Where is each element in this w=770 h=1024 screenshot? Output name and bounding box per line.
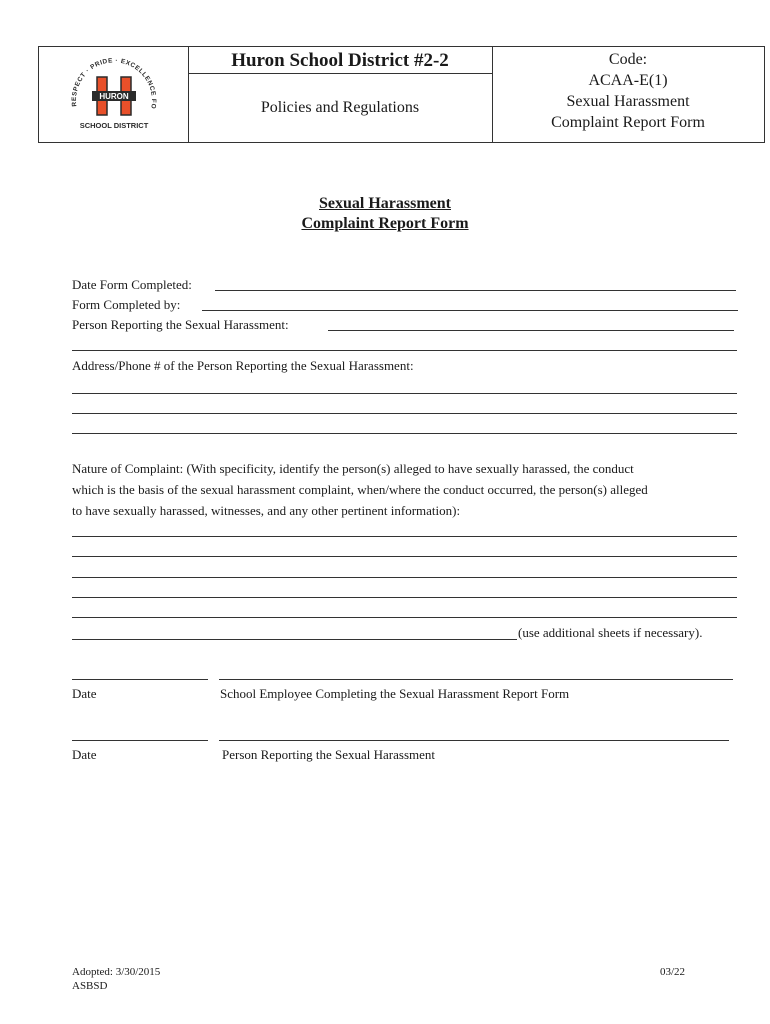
policies-label: Policies and Regulations bbox=[260, 99, 420, 116]
address-label: Address/Phone # of the Person Reporting the Sexual Harassment: bbox=[72, 358, 414, 373]
date-label-2: Date bbox=[72, 747, 97, 762]
document-title-line-2: Complaint Report Form bbox=[301, 215, 469, 232]
complaint-line[interactable] bbox=[72, 617, 737, 618]
date-completed-field[interactable] bbox=[215, 290, 736, 291]
date-completed-label: Date Form Completed: bbox=[72, 277, 192, 292]
nature-line-2: which is the basis of the sexual harassment complaint, when/where the conduct occurred, the person(s) alleged bbox=[72, 482, 648, 497]
code-title-line-2: Complaint Report Form bbox=[551, 114, 705, 131]
person-reporting-field-cont[interactable] bbox=[72, 350, 737, 351]
code-label: Code: bbox=[608, 51, 648, 68]
completed-by-label: Form Completed by: bbox=[72, 297, 181, 312]
complaint-line[interactable] bbox=[72, 597, 737, 598]
logo-cell bbox=[39, 47, 189, 142]
header-table bbox=[38, 46, 765, 143]
nature-of-complaint-text bbox=[72, 458, 752, 521]
complaint-line[interactable] bbox=[72, 536, 737, 537]
complaint-line-last[interactable] bbox=[72, 639, 517, 640]
completed-by-field[interactable] bbox=[202, 310, 738, 311]
nature-line-3: to have sexually harassed, witnesses, and any other pertinent information): bbox=[72, 503, 461, 518]
address-line[interactable] bbox=[72, 413, 737, 414]
district-logo bbox=[39, 47, 188, 142]
reporter-signature-line[interactable] bbox=[219, 740, 729, 741]
date-label-1: Date bbox=[72, 686, 97, 701]
nature-line-1: Nature of Complaint: (With specificity, identify the person(s) alleged to have sexually harassed, the conduct bbox=[72, 461, 634, 476]
district-name: Huron School District #2-2 bbox=[231, 50, 449, 71]
footer-adopted bbox=[72, 965, 160, 993]
additional-sheets-note: (use additional sheets if necessary). bbox=[518, 625, 703, 640]
adopted-date: Adopted: 3/30/2015 bbox=[72, 966, 161, 978]
person-reporting-label: Person Reporting the Sexual Harassment: bbox=[72, 317, 289, 332]
address-line[interactable] bbox=[72, 433, 737, 434]
employee-signature-line[interactable] bbox=[219, 679, 733, 680]
complaint-line[interactable] bbox=[72, 556, 737, 557]
header-divider bbox=[188, 73, 492, 74]
code-value: ACAA-E(1) bbox=[588, 72, 668, 89]
footer-revision: 03/22 bbox=[660, 966, 686, 978]
person-reporting-field[interactable] bbox=[328, 330, 734, 331]
district-cell bbox=[188, 47, 493, 142]
address-line[interactable] bbox=[72, 393, 737, 394]
employee-signature-label: School Employee Completing the Sexual Harassment Report Form bbox=[220, 686, 570, 701]
adopted-org: ASBSD bbox=[72, 980, 108, 992]
code-title-line-1: Sexual Harassment bbox=[566, 93, 690, 110]
date-signature-line-1[interactable] bbox=[72, 679, 208, 680]
logo-band-text: HURON bbox=[99, 92, 129, 101]
logo-arc-text: RESPECT · PRIDE · EXCELLENCE FO bbox=[70, 57, 158, 110]
document-title bbox=[0, 194, 770, 234]
reporter-signature-label: Person Reporting the Sexual Harassment bbox=[222, 747, 436, 762]
document-title-line-1: Sexual Harassment bbox=[319, 195, 451, 212]
date-signature-line-2[interactable] bbox=[72, 740, 208, 741]
code-cell bbox=[492, 47, 764, 142]
logo-school-text: SCHOOL DISTRICT bbox=[79, 121, 149, 130]
complaint-line[interactable] bbox=[72, 577, 737, 578]
